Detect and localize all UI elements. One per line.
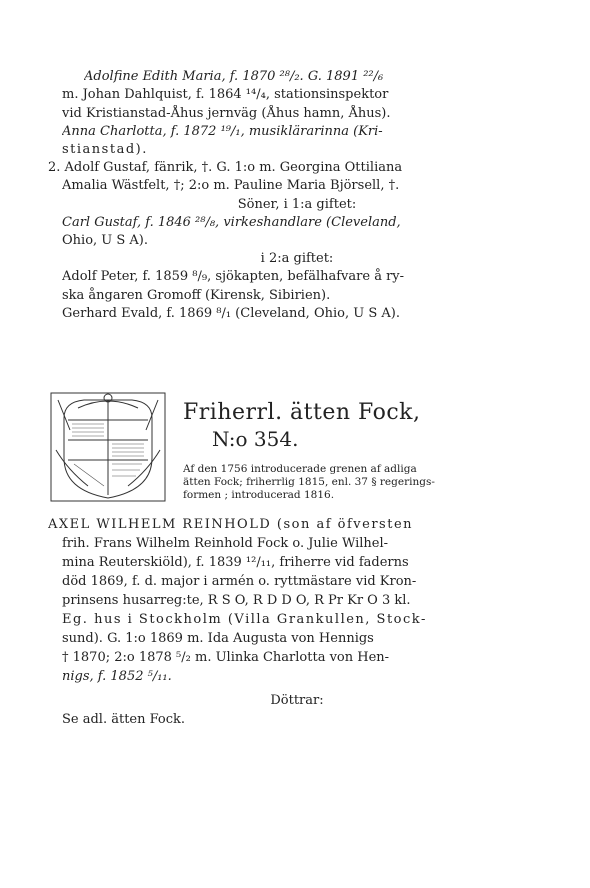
coat-of-arms-image: [48, 390, 168, 504]
subheading: Döttrar:: [270, 693, 324, 708]
text-line: stianstad).: [62, 142, 148, 157]
text-line: död 1869, f. d. major i armén o. ryttmästare vid Kron-: [62, 574, 417, 589]
text-line: ska ångaren Gromoff (Kirensk, Sibirien).: [62, 288, 331, 303]
text-line: m. Johan Dahlquist, f. 1864 ¹⁴/₄, stationsinspektor: [62, 87, 389, 102]
subheading: i 2:a giftet:: [260, 251, 334, 266]
text-line: mina Reuterskiöld), f. 1839 ¹²/₁₁, friherre vid faderns: [62, 555, 409, 570]
text-line: frih. Frans Wilhelm Reinhold Fock o. Julie Wilhel-: [62, 536, 389, 551]
text-line: Se adl. ätten Fock.: [62, 712, 186, 727]
text-line: nigs, f. 1852 ⁵/₁₁.: [62, 669, 172, 684]
text-line: Eg. hus i Stockholm (Villa Grankullen, Stock-: [62, 612, 427, 627]
family-heading: Friherrl. ätten Fock,: [183, 400, 421, 425]
family-number: N:o 354.: [212, 427, 299, 451]
text-line: Af den 1756 introducerade grenen af adliga: [183, 463, 417, 475]
text-line: Adolf Peter, f. 1859 ⁸/₉, sjökapten, befälhafvare å ry-: [62, 269, 405, 284]
text-line: Ohio, U S A).: [62, 233, 148, 248]
entry-heading: AXEL WILHELM REINHOLD (son af öfversten: [48, 517, 414, 532]
subheading: Söner, i 1:a giftet:: [237, 197, 357, 212]
text-line: Anna Charlotta, f. 1872 ¹⁹/₁, musiklärarinna (Kri-: [62, 124, 383, 139]
text-line: † 1870; 2:o 1878 ⁵/₂ m. Ulinka Charlotta von Hen-: [62, 650, 390, 665]
text-line: ätten Fock; friherrlig 1815, enl. 37 § regerings-: [183, 476, 435, 488]
text-line: formen ; introducerad 1816.: [183, 489, 335, 501]
text-line: Gerhard Evald, f. 1869 ⁸/₁ (Cleveland, Ohio, U S A).: [62, 306, 400, 321]
text-line: Amalia Wästfelt, †; 2:o m. Pauline Maria Björsell, †.: [62, 178, 400, 193]
text-line: vid Kristianstad-Åhus jernväg (Åhus hamn, Åhus).: [62, 106, 391, 121]
text-line: Carl Gustaf, f. 1846 ²⁸/₈, virkeshandlare (Cleveland,: [62, 215, 401, 230]
text-line: prinsens husarreg:te, R S O, R D D O, R Pr Kr O 3 kl.: [62, 593, 411, 608]
text-line: sund). G. 1:o 1869 m. Ida Augusta von Hennigs: [62, 631, 374, 646]
text-line: Adolfine Edith Maria, f. 1870 ²⁸/₂. G. 1891 ²²/₆: [84, 69, 384, 84]
text-line: 2. Adolf Gustaf, fänrik, †. G. 1:o m. Georgina Ottiliana: [48, 160, 403, 175]
